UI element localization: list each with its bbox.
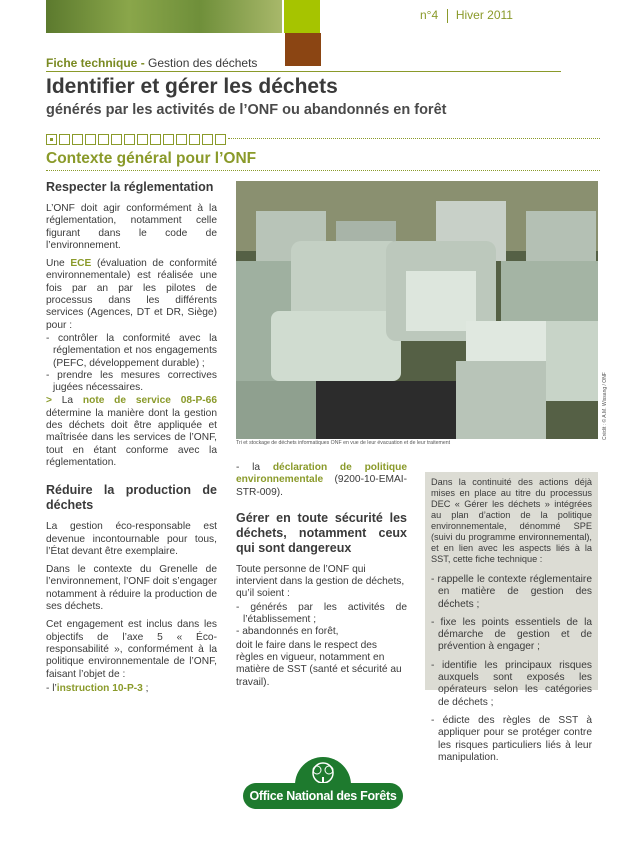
heading-reglementation: Respecter la réglementation bbox=[46, 180, 214, 194]
text: (évaluation de conformité environnementale) est réalisée une fois par an par les pilotes de processus dans les différents services (Agences, DT et DR, Siège) pour : bbox=[46, 258, 217, 331]
progress-squares bbox=[46, 133, 600, 145]
kicker-rule bbox=[46, 71, 561, 72]
square bbox=[124, 134, 135, 145]
bullet-list bbox=[46, 333, 217, 394]
paragraph: doit le faire dans le respect des règles en vigueur, notamment en matière de SST (santé et sécurité au travail). bbox=[236, 639, 402, 688]
arrow: > bbox=[46, 395, 62, 407]
photo-caption: Tri et stockage de déchets informatiques ONF en vue de leur évacuation et de leur traitement bbox=[236, 440, 451, 446]
square bbox=[189, 134, 200, 145]
page-subtitle: générés par les activités de l’ONF ou abandonnés en forêt bbox=[46, 102, 447, 118]
paragraph-note bbox=[46, 395, 217, 469]
declaration-line bbox=[236, 462, 407, 499]
square bbox=[176, 134, 187, 145]
heading-reduire: Réduire la production de déchets bbox=[46, 483, 217, 513]
onf-logo bbox=[243, 757, 403, 812]
kicker-prefix: Fiche technique bbox=[46, 56, 138, 70]
square bbox=[150, 134, 161, 145]
section-rule bbox=[46, 170, 600, 171]
brown-square bbox=[285, 33, 321, 66]
paragraph-ece bbox=[46, 258, 217, 332]
text: ; bbox=[142, 682, 149, 694]
bullet-list bbox=[236, 602, 407, 639]
sidebar-item: - édicte des règles de SST à appliquer pour se protéger contre les risques particuliers liés à leur manipulation. bbox=[431, 714, 592, 763]
kicker-separator: - bbox=[137, 56, 149, 70]
paragraph: La gestion éco-responsable est devenue incontournable pour tous, l’État devant être exemplaire. bbox=[46, 521, 217, 557]
issue-number: n°4 bbox=[420, 8, 439, 22]
square bbox=[85, 134, 96, 145]
square bbox=[111, 134, 122, 145]
top-green-square bbox=[284, 0, 320, 33]
list-item: - abandonnés en forêt, bbox=[236, 626, 339, 638]
square bbox=[202, 134, 213, 145]
computer-monitors-image bbox=[236, 181, 598, 439]
paragraph: Toute personne de l’ONF qui intervient dans la gestion de déchets, qu’il soient : bbox=[236, 563, 405, 600]
section-title: Contexte général pour l’ONF bbox=[46, 150, 257, 167]
paragraph: Dans le contexte du Grenelle de l’environnement, l’ONF doit s’engager notamment à réduire la production de ses déchets. bbox=[46, 564, 217, 613]
paragraph: Cet engagement est inclus dans les objectifs de l’axe 5 « Éco-responsabilité », conformément à la politique environnementale de l’ONF, faisant l’objet de : bbox=[46, 619, 217, 680]
square bbox=[137, 134, 148, 145]
text: - la bbox=[236, 462, 273, 473]
text: - l’ bbox=[46, 682, 57, 694]
progress-rule bbox=[228, 138, 600, 140]
kicker-topic: Gestion des déchets bbox=[148, 56, 258, 70]
instruction-line bbox=[46, 683, 217, 695]
photo bbox=[236, 181, 598, 439]
photo-credit: Crédit : © A.M. Wissang / ONF bbox=[602, 372, 608, 440]
square bbox=[72, 134, 83, 145]
square bbox=[59, 134, 70, 145]
sidebar-item: - identifie les principaux risques auxquels sont exposés les opérateurs selon les catégories de déchets ; bbox=[431, 659, 592, 708]
issue-header bbox=[420, 8, 513, 23]
sidebar-box bbox=[425, 472, 598, 763]
sidebar-item: - fixe les points essentiels de la démarche de gestion et de prévention à engager ; bbox=[431, 616, 592, 653]
declaration-link[interactable]: déclaration de politique environnementale bbox=[236, 462, 408, 486]
list-item: - contrôler la conformité avec la réglementation et nos engagements (PEFC, développement durable) ; bbox=[46, 332, 217, 369]
square bbox=[215, 134, 226, 145]
kicker bbox=[46, 56, 257, 70]
square bbox=[98, 134, 109, 145]
sidebar-intro: Dans la continuité des actions déjà mises en place au titre du processus DEC « Gérer les déchets » intégrées au plan d’action de la politique environnementale, dénommé SPE (suivi du programme environnemental), et en lien avec les aspects liés à la SST, cette fiche technique : bbox=[431, 477, 592, 564]
page-title: Identifier et gérer les déchets bbox=[46, 75, 338, 98]
square bbox=[163, 134, 174, 145]
instruction-link[interactable]: instruction 10-P-3 bbox=[56, 682, 143, 694]
sidebar-item: - rappelle le contexte réglementaire en matière de gestion des déchets ; bbox=[431, 574, 592, 610]
logo-text-badge bbox=[243, 783, 403, 809]
list-item: - générés par les activités de l’établissement ; bbox=[236, 601, 407, 626]
square-active bbox=[46, 134, 57, 145]
column-left bbox=[46, 180, 217, 695]
top-photo-strip bbox=[46, 0, 282, 33]
heading-securite: Gérer en toute sécurité les déchets, notamment ceux qui sont dangereux bbox=[236, 510, 407, 555]
text: Une bbox=[46, 258, 71, 270]
column-middle bbox=[236, 462, 407, 689]
note-link[interactable]: note de service 08-P-66 bbox=[82, 395, 217, 407]
text: La bbox=[61, 395, 83, 407]
ece-term: ECE bbox=[70, 258, 92, 270]
paragraph: L’ONF doit agir conformément à la réglementation, notamment celle figurant dans le code de l’environnement. bbox=[46, 203, 217, 251]
sidebar-list bbox=[431, 574, 592, 764]
text: détermine la manière dont la gestion des déchets doit être appliquée et maîtrisée dans les services de l’ONF, tout en étant conforme avec la réglementation. bbox=[46, 407, 217, 468]
issue-date: Hiver 2011 bbox=[455, 8, 513, 22]
text: (9200-10-EMAI-STR-009). bbox=[236, 474, 407, 498]
list-item: - prendre les mesures correctives jugées nécessaires. bbox=[46, 369, 217, 394]
logo-text: Office National des Forêts bbox=[249, 789, 397, 803]
